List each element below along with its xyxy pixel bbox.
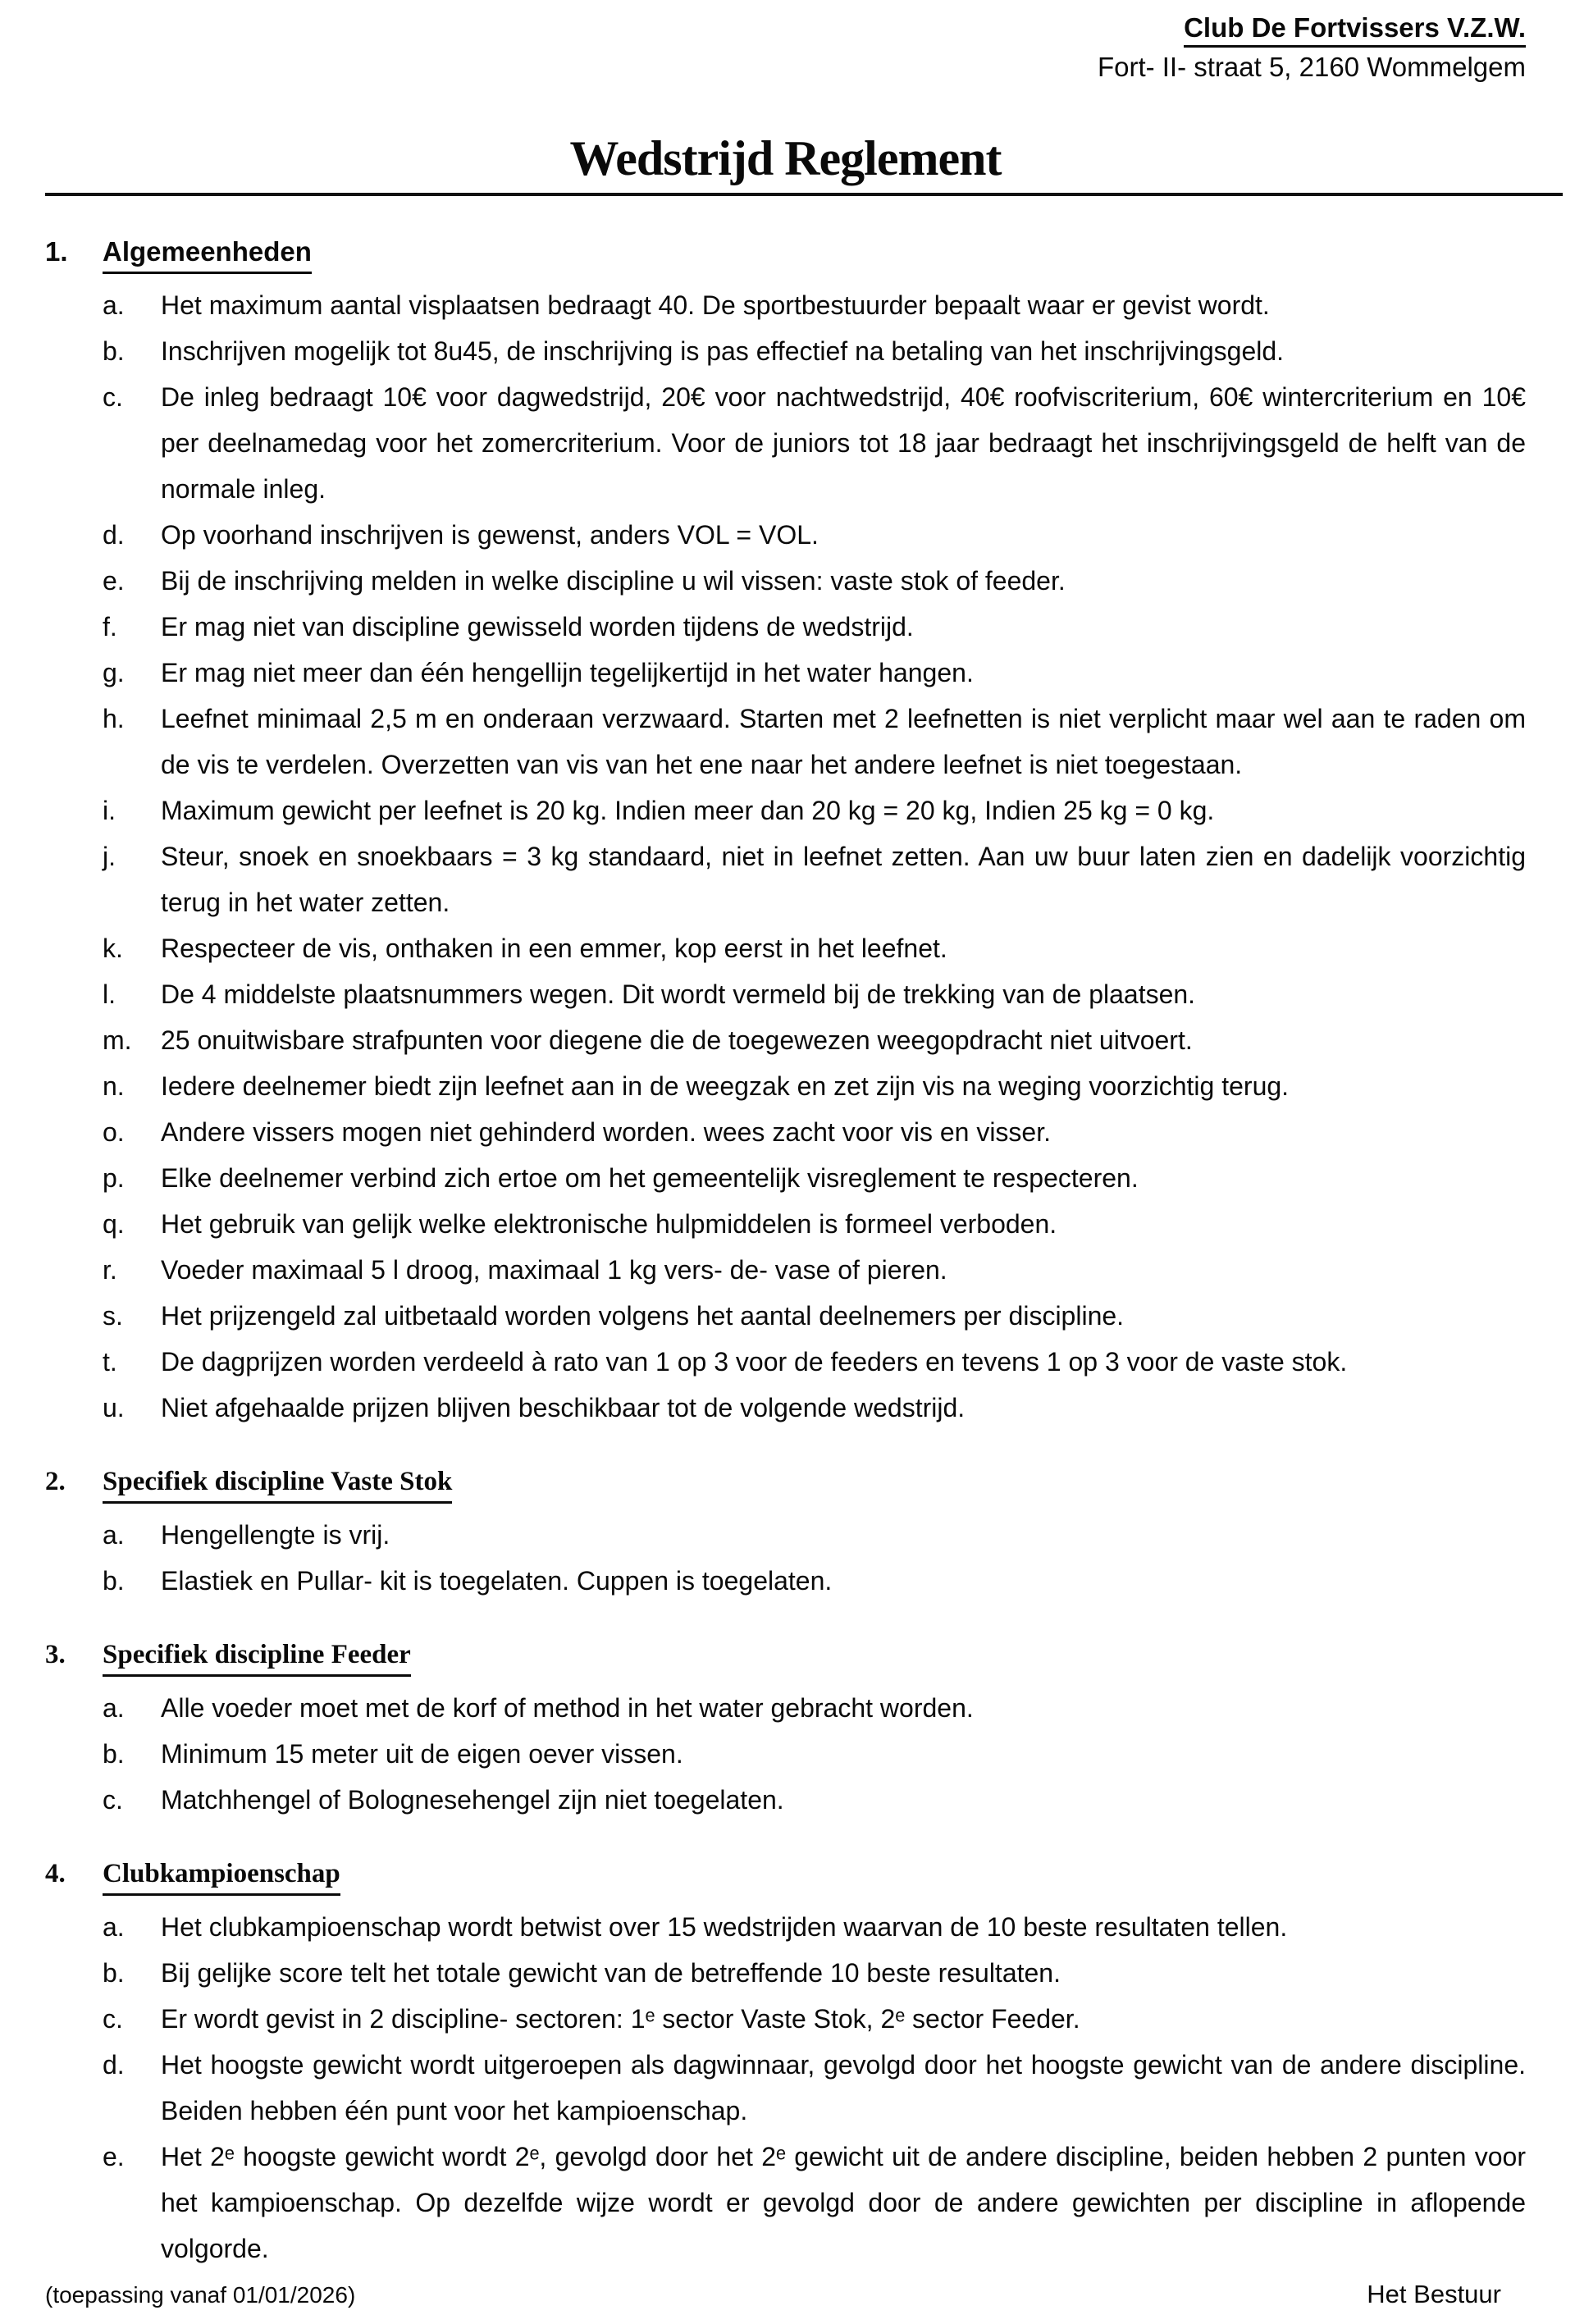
item-letter: i. <box>103 796 116 825</box>
list-item <box>103 1155 1526 1201</box>
list-item <box>103 512 1526 558</box>
list-item <box>103 1904 1526 1950</box>
item-letter: c. <box>103 2004 123 2034</box>
section-heading: Specifiek discipline Feeder <box>103 1637 411 1677</box>
list-item <box>103 1293 1526 1339</box>
item-letter: c. <box>103 1785 123 1815</box>
list-item <box>103 788 1526 833</box>
item-letter: l. <box>103 979 116 1009</box>
club-name-row <box>45 11 1526 50</box>
item-letter: s. <box>103 1301 123 1331</box>
item-text: Op voorhand inschrijven is gewenst, anders VOL = VOL. <box>161 520 819 550</box>
section-heading-row <box>45 234 1526 274</box>
item-text: Alle voeder moet met de korf of method in het water gebracht worden. <box>161 1693 974 1723</box>
item-letter: a. <box>103 1912 125 1942</box>
item-letter: d. <box>103 2050 125 2080</box>
list-item <box>103 1996 1526 2042</box>
list-item <box>103 604 1526 650</box>
section-heading-row <box>45 1463 1526 1504</box>
item-text: Matchhengel of Bolognesehengel zijn niet toegelaten. <box>161 1785 784 1815</box>
list-item <box>103 1558 1526 1604</box>
item-text: Steur, snoek en snoekbaars = 3 kg standaard, niet in leefnet zetten. Aan uw buur laten zien en dadelijk voorzichtig terug in het water zetten. <box>161 842 1526 917</box>
list-item <box>103 1017 1526 1063</box>
item-text: Inschrijven mogelijk tot 8u45, de inschrijving is pas effectief na betaling van het inschrijvingsgeld. <box>161 336 1285 366</box>
item-text: De inleg bedraagt 10€ voor dagwedstrijd, 20€ voor nachtwedstrijd, 40€ roofviscriterium, 60€ wintercriterium en 10€ per deelnamedag voor het zomercriterium. Voor de juniors tot 18 jaar bedraagt het inschrijvingsgeld de helft van de normale inleg. <box>161 382 1526 504</box>
section-algemeenheden <box>45 234 1526 1431</box>
list-item <box>103 1339 1526 1385</box>
item-text: Iedere deelnemer biedt zijn leefnet aan in de weegzak en zet zijn vis na weging voorzichtig terug. <box>161 1071 1290 1101</box>
title-block <box>45 130 1526 196</box>
item-letter: a. <box>103 1520 125 1550</box>
list-item <box>103 558 1526 604</box>
item-text: Niet afgehaalde prijzen blijven beschikbaar tot de volgende wedstrijd. <box>161 1393 966 1422</box>
item-letter: q. <box>103 1209 125 1239</box>
item-letter: b. <box>103 1739 125 1769</box>
list-item <box>103 2042 1526 2134</box>
item-text: Het hoogste gewicht wordt uitgeroepen als dagwinnaar, gevolgd door het hoogste gewicht van de andere discipline. Beiden hebben één punt voor het kampioenschap. <box>161 2050 1526 2125</box>
item-letter: r. <box>103 1255 117 1285</box>
item-text: 25 onuitwisbare strafpunten voor diegene die de toegewezen weegopdracht niet uitvoert. <box>161 1025 1193 1055</box>
list-item <box>103 696 1526 788</box>
item-text: Voeder maximaal 5 l droog, maximaal 1 kg vers- de- vase of pieren. <box>161 1255 947 1285</box>
list-item <box>103 1731 1526 1777</box>
item-letter: d. <box>103 520 125 550</box>
item-letter: k. <box>103 934 123 963</box>
list-item <box>103 1512 1526 1558</box>
item-text: Het maximum aantal visplaatsen bedraagt 40. De sportbestuurder bepaalt waar er gevist wordt. <box>161 290 1270 320</box>
item-text: Bij gelijke score telt het totale gewicht van de betreffende 10 beste resultaten. <box>161 1958 1061 1988</box>
item-text: Er mag niet meer dan één hengellijn tegelijkertijd in het water hangen. <box>161 658 974 687</box>
item-text: Het gebruik van gelijk welke elektronische hulpmiddelen is formeel verboden. <box>161 1209 1057 1239</box>
item-text: Het 2ᵉ hoogste gewicht wordt 2ᵉ, gevolgd door het 2ᵉ gewicht uit de andere discipline, beiden hebben 2 punten voor het kampioenschap. Op dezelfde wijze wordt er gevolgd door de andere gewichten per discipline in aflopende volgorde. <box>161 2142 1526 2263</box>
list-item <box>103 1247 1526 1293</box>
section-heading: Algemeenheden <box>103 234 312 274</box>
section-number: 1. <box>45 236 68 267</box>
item-letter: p. <box>103 1163 125 1193</box>
list-item <box>103 971 1526 1017</box>
section-items <box>103 1904 1526 2271</box>
item-text: Er mag niet van discipline gewisseld worden tijdens de wedstrijd. <box>161 612 914 641</box>
footer-note: (toepassing vanaf 01/01/2026) <box>45 2282 356 2308</box>
item-letter: n. <box>103 1071 125 1101</box>
item-letter: e. <box>103 566 125 596</box>
item-letter: t. <box>103 1347 117 1377</box>
club-name: Club De Fortvissers V.Z.W. <box>1184 11 1526 48</box>
document-header <box>45 11 1526 84</box>
item-letter: b. <box>103 1958 125 1988</box>
item-text: Leefnet minimaal 2,5 m en onderaan verzwaard. Starten met 2 leefnetten is niet verplicht maar wel aan te raden om de vis te verdelen. Overzetten van vis van het ene naar het andere leefnet is niet toegestaan. <box>161 704 1526 779</box>
list-item <box>103 1950 1526 1996</box>
document-footer <box>45 2280 1501 2309</box>
item-letter: a. <box>103 290 125 320</box>
list-item <box>103 833 1526 925</box>
item-text: De 4 middelste plaatsnummers wegen. Dit wordt vermeld bij de trekking van de plaatsen. <box>161 979 1196 1009</box>
item-text: Minimum 15 meter uit de eigen oever vissen. <box>161 1739 683 1769</box>
section-heading-row <box>45 1637 1526 1677</box>
item-text: Elastiek en Pullar- kit is toegelaten. Cuppen is toegelaten. <box>161 1566 833 1596</box>
item-letter: f. <box>103 612 117 641</box>
section-items <box>103 282 1526 1431</box>
item-text: Respecteer de vis, onthaken in een emmer, kop eerst in het leefnet. <box>161 934 947 963</box>
list-item <box>103 650 1526 696</box>
item-letter: a. <box>103 1693 125 1723</box>
club-address: Fort- II- straat 5, 2160 Wommelgem <box>1097 52 1526 82</box>
item-text: Andere vissers mogen niet gehinderd worden. wees zacht voor vis en visser. <box>161 1117 1051 1147</box>
section-number: 3. <box>45 1640 66 1669</box>
item-letter: g. <box>103 658 125 687</box>
item-letter: c. <box>103 382 123 412</box>
page-title: Wedstrijd Reglement <box>569 131 1002 185</box>
item-letter: e. <box>103 2142 125 2171</box>
list-item <box>103 925 1526 971</box>
item-text: Hengellengte is vrij. <box>161 1520 390 1550</box>
section-vaste-stok <box>45 1463 1526 1604</box>
section-items <box>103 1512 1526 1604</box>
item-letter: h. <box>103 704 125 733</box>
list-item <box>103 1685 1526 1731</box>
item-text: De dagprijzen worden verdeeld à rato van 1 op 3 voor de feeders en tevens 1 op 3 voor de vaste stok. <box>161 1347 1348 1377</box>
list-item <box>103 1109 1526 1155</box>
item-letter: b. <box>103 1566 125 1596</box>
footer-signature: Het Bestuur <box>1367 2280 1501 2308</box>
list-item <box>103 1385 1526 1431</box>
item-letter: b. <box>103 336 125 366</box>
section-feeder <box>45 1637 1526 1823</box>
list-item <box>103 2134 1526 2271</box>
section-heading: Clubkampioenschap <box>103 1856 340 1896</box>
item-letter: u. <box>103 1393 125 1422</box>
section-number: 2. <box>45 1467 66 1496</box>
section-heading-row <box>45 1856 1526 1896</box>
list-item <box>103 328 1526 374</box>
list-item <box>103 1777 1526 1823</box>
list-item <box>103 374 1526 512</box>
item-text: Bij de inschrijving melden in welke discipline u wil vissen: vaste stok of feeder. <box>161 566 1066 596</box>
list-item <box>103 282 1526 328</box>
item-text: Het clubkampioenschap wordt betwist over 15 wedstrijden waarvan de 10 beste resultaten tellen. <box>161 1912 1288 1942</box>
item-letter: o. <box>103 1117 125 1147</box>
item-text: Er wordt gevist in 2 discipline- sectoren: 1ᵉ sector Vaste Stok, 2ᵉ sector Feeder. <box>161 2004 1080 2034</box>
section-clubkampioenschap <box>45 1856 1526 2271</box>
title-rule <box>45 193 1563 196</box>
item-text: Elke deelnemer verbind zich ertoe om het gemeentelijk visreglement te respecteren. <box>161 1163 1139 1193</box>
list-item <box>103 1063 1526 1109</box>
item-text: Maximum gewicht per leefnet is 20 kg. Indien meer dan 20 kg = 20 kg, Indien 25 kg = 0 kg. <box>161 796 1215 825</box>
section-items <box>103 1685 1526 1823</box>
item-text: Het prijzengeld zal uitbetaald worden volgens het aantal deelnemers per discipline. <box>161 1301 1125 1331</box>
item-letter: m. <box>103 1025 132 1055</box>
list-item <box>103 1201 1526 1247</box>
section-heading: Specifiek discipline Vaste Stok <box>103 1463 452 1504</box>
section-number: 4. <box>45 1859 66 1888</box>
item-letter: j. <box>103 842 116 871</box>
